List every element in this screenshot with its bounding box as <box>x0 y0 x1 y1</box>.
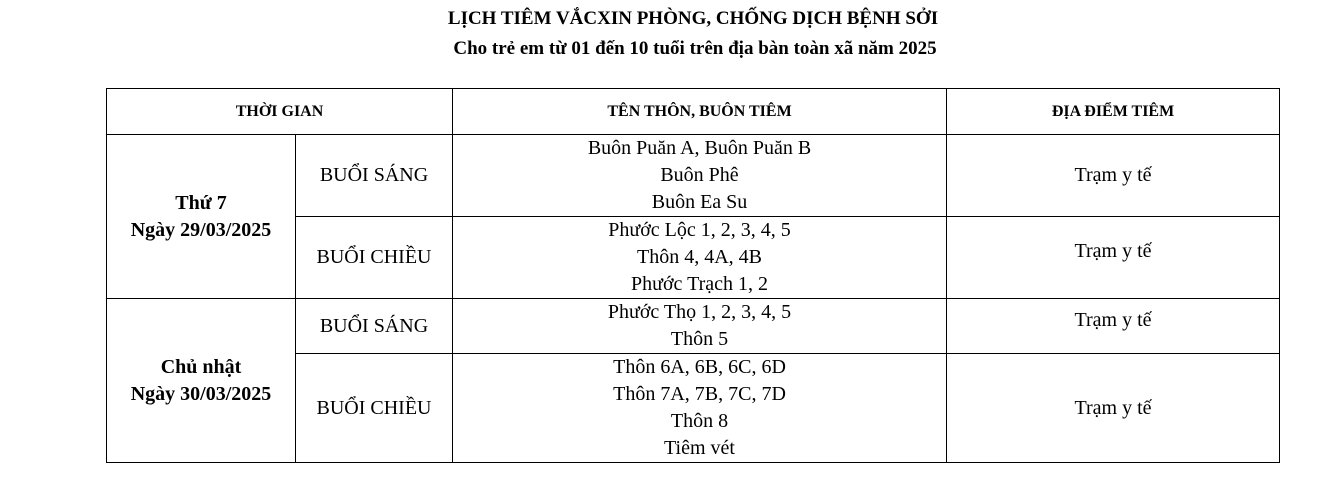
vaccination-schedule-table <box>106 88 1280 463</box>
session-cell: BUỔI CHIỀU <box>296 354 453 463</box>
village-line: Thôn 4, 4A, 4B <box>637 246 763 268</box>
day-name: Chủ nhật <box>160 355 242 378</box>
header-place: ĐỊA ĐIỂM TIÊM <box>947 89 1280 135</box>
session-cell: BUỔI SÁNG <box>296 135 453 217</box>
village-line: Buôn Puăn A, Buôn Puăn B <box>587 137 812 159</box>
village-line: Tiêm vét <box>664 437 735 459</box>
village-line: Phước Trạch 1, 2 <box>631 273 768 295</box>
day-cell <box>107 135 296 299</box>
day-cell <box>107 299 296 463</box>
table-row <box>107 135 1280 217</box>
village-line: Thôn 6A, 6B, 6C, 6D <box>613 356 786 378</box>
document-title: LỊCH TIÊM VẮCXIN PHÒNG, CHỐNG DỊCH BỆNH SỞI <box>447 8 939 29</box>
table-row <box>107 299 1280 354</box>
village-cell <box>453 135 947 217</box>
place-cell: Trạm y tế <box>947 354 1280 463</box>
place-cell: Trạm y tế <box>947 135 1280 217</box>
village-line: Buôn Ea Su <box>651 191 748 213</box>
village-line: Phước Lộc 1, 2, 3, 4, 5 <box>608 219 791 241</box>
day-name: Thứ 7 <box>175 191 227 214</box>
village-line: Thôn 7A, 7B, 7C, 7D <box>613 383 786 405</box>
village-line: Thôn 8 <box>670 410 729 432</box>
session-cell: BUỔI SÁNG <box>296 299 453 354</box>
day-date: Ngày 29/03/2025 <box>130 218 272 241</box>
header-time: THỜI GIAN <box>107 89 453 135</box>
day-date: Ngày 30/03/2025 <box>130 382 272 405</box>
village-cell <box>453 299 947 354</box>
header-village: TÊN THÔN, BUÔN TIÊM <box>453 89 947 135</box>
village-cell <box>453 217 947 299</box>
session-cell: BUỔI CHIỀU <box>296 217 453 299</box>
table-header-row <box>107 89 1280 135</box>
village-line: Thôn 5 <box>670 328 729 350</box>
village-cell <box>453 354 947 463</box>
village-line: Phước Thọ 1, 2, 3, 4, 5 <box>607 301 792 323</box>
place-cell: Trạm y tế <box>947 299 1280 354</box>
place-cell: Trạm y tế <box>947 217 1280 299</box>
village-line: Buôn Phê <box>660 164 739 186</box>
document-subtitle: Cho trẻ em từ 01 đến 10 tuổi trên địa bàn toàn xã năm 2025 <box>453 38 937 59</box>
